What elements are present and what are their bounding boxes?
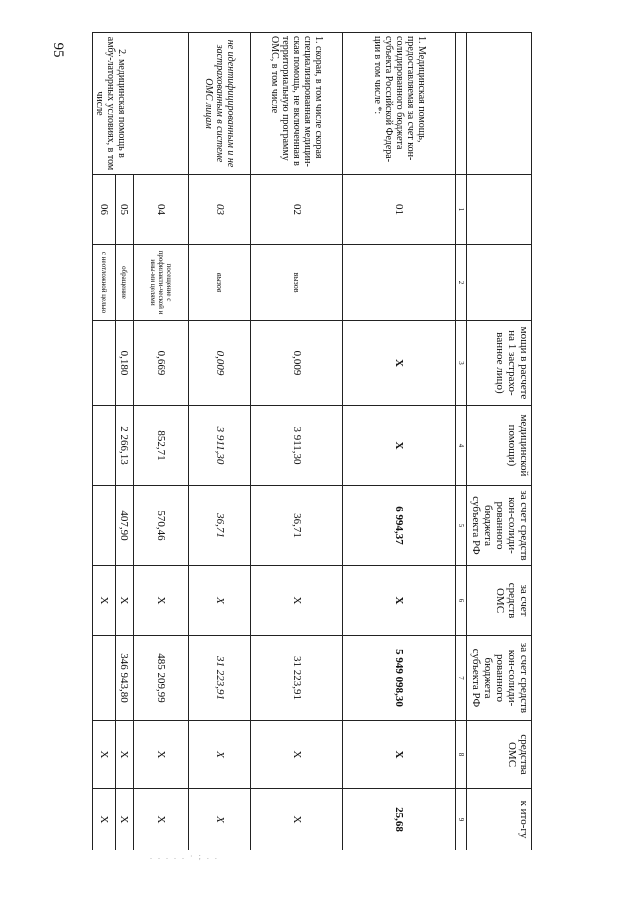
column-number: 9 xyxy=(456,789,467,851)
row-name: 1. Медицинская помощь, предоставляемая за счет кон-солидированного бюджета субъекта Российской Федера-ции в том числе *: xyxy=(343,33,456,175)
header-cell xyxy=(467,175,532,245)
row-share: 25,68 xyxy=(343,789,456,851)
row-cost: 852,71 xyxy=(134,406,189,486)
row-oms-total: X xyxy=(93,721,116,789)
header-cell: за счет средств кон-солиди-рованного бюджета субъекта РФ xyxy=(467,486,532,566)
row-cost: 3 911,30 xyxy=(189,406,251,486)
row-name: 1. скорая, в том числе скорая специализированная медицин-ская помощь, не включенная в территориальную программу ОМС, в том числе xyxy=(250,33,342,175)
row-per-person: X xyxy=(343,321,456,406)
row-share: X xyxy=(93,789,116,851)
row-oms-total: X xyxy=(189,721,251,789)
row-share: X xyxy=(189,789,251,851)
header-cell: за счет средств ОМС xyxy=(467,566,532,636)
row-oms-total: X xyxy=(115,721,133,789)
row-budget-norm: 407,90 xyxy=(115,486,133,566)
column-number: 1 xyxy=(456,175,467,245)
header-cell: медицинской помощи) xyxy=(467,406,532,486)
row-budget-total xyxy=(93,636,116,721)
column-number: 2 xyxy=(456,245,467,321)
row-unit: вызов xyxy=(189,245,251,321)
row-budget-norm xyxy=(93,486,116,566)
row-per-person: 0,669 xyxy=(134,321,189,406)
row-per-person xyxy=(93,321,116,406)
column-number: 8 xyxy=(456,721,467,789)
rotated-table-container xyxy=(92,32,532,850)
header-cell: мощи в расчете на 1 застрахо-ванное лицо) xyxy=(467,321,532,406)
row-per-person: 0,180 xyxy=(115,321,133,406)
row-share: X xyxy=(250,789,342,851)
row-code: 02 xyxy=(250,175,342,245)
header-cell xyxy=(467,245,532,321)
header-cell xyxy=(467,33,532,175)
row-budget-norm: 570,46 xyxy=(134,486,189,566)
budget-table xyxy=(92,32,532,850)
row-cost: 3 911,30 xyxy=(250,406,342,486)
row-code: 05 xyxy=(115,175,133,245)
row-code: 04 xyxy=(134,175,189,245)
table-row xyxy=(134,33,189,851)
column-number: 5 xyxy=(456,486,467,566)
header-row xyxy=(467,33,532,851)
row-per-person: 0,009 xyxy=(250,321,342,406)
column-number-row xyxy=(456,33,467,851)
row-unit: вызов xyxy=(250,245,342,321)
row-code: 06 xyxy=(93,175,116,245)
row-budget-norm: 36,71 xyxy=(189,486,251,566)
row-name: не идентифицированным и не застрахованным в системе ОМС лицам xyxy=(189,33,251,175)
scan-marks: . . . . . · ; . . xyxy=(150,852,219,861)
header-cell: к ито-гу xyxy=(467,789,532,851)
row-cost: X xyxy=(343,406,456,486)
row-budget-total: 5 949 098,30 xyxy=(343,636,456,721)
row-oms-total: X xyxy=(343,721,456,789)
column-number: 6 xyxy=(456,566,467,636)
row-budget-total: 31 223,91 xyxy=(250,636,342,721)
row-budget-norm: 36,71 xyxy=(250,486,342,566)
table-frame xyxy=(92,32,532,850)
row-budget-total: 485 209,99 xyxy=(134,636,189,721)
row-unit: обращение xyxy=(115,245,133,321)
column-number: 4 xyxy=(456,406,467,486)
row-name: 2. медицинская помощь в амбу-латорных условиях, в том числе xyxy=(93,33,189,175)
row-budget-norm: 6 994,37 xyxy=(343,486,456,566)
row-oms-norm: X xyxy=(134,566,189,636)
row-per-person: 0,009 xyxy=(189,321,251,406)
row-oms-norm: X xyxy=(189,566,251,636)
column-number: 7 xyxy=(456,636,467,721)
row-oms-norm: X xyxy=(343,566,456,636)
row-budget-total: 31 223,91 xyxy=(189,636,251,721)
row-unit: с неотложной целью xyxy=(93,245,116,321)
row-oms-total: X xyxy=(134,721,189,789)
row-oms-norm: X xyxy=(115,566,133,636)
row-code: 03 xyxy=(189,175,251,245)
page-number: 95 xyxy=(50,42,66,58)
row-budget-total: 346 943,80 xyxy=(115,636,133,721)
row-cost xyxy=(93,406,116,486)
row-share: X xyxy=(134,789,189,851)
row-unit xyxy=(343,245,456,321)
table-row xyxy=(250,33,342,851)
row-share: X xyxy=(115,789,133,851)
column-number: 3 xyxy=(456,321,467,406)
table-row xyxy=(189,33,251,851)
row-oms-norm: X xyxy=(250,566,342,636)
column-number xyxy=(456,33,467,175)
row-oms-total: X xyxy=(250,721,342,789)
table-row xyxy=(343,33,456,851)
header-cell: за счет средств кон-солиди-рованного бюджета субъекта РФ xyxy=(467,636,532,721)
row-code: 01 xyxy=(343,175,456,245)
header-cell: средства ОМС xyxy=(467,721,532,789)
row-unit: посещение с профилакти-ческой и ины-ми целями xyxy=(134,245,189,321)
row-cost: 2 266,13 xyxy=(115,406,133,486)
row-oms-norm: X xyxy=(93,566,116,636)
